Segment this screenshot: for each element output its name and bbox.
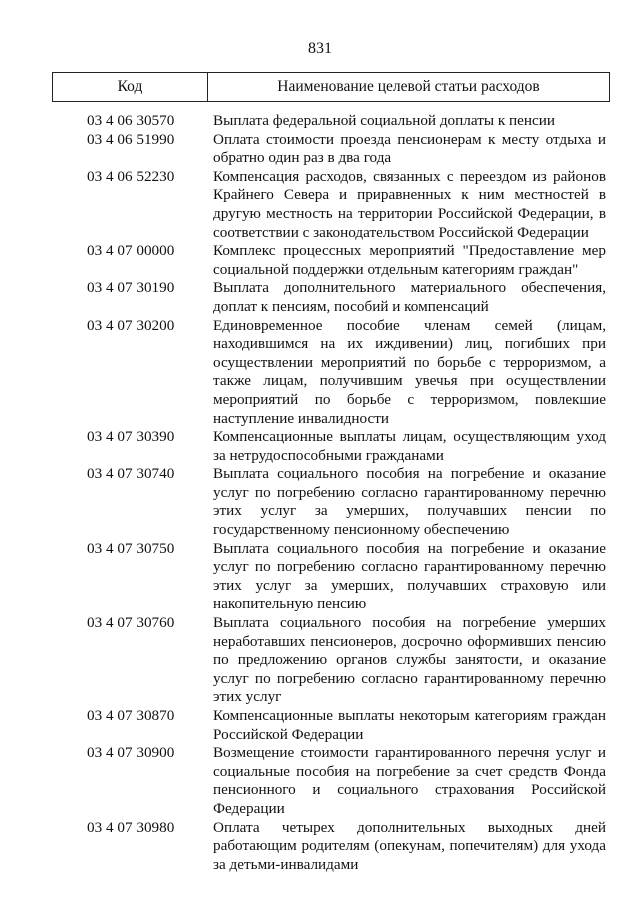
row-name: Оплата четырех дополнительных выходных дней работающим родителям (опекунам, попечителям) для ухода за детьми-инвалидами [213, 818, 606, 873]
column-header-code: Код [53, 73, 208, 101]
row-name: Выплата социального пособия на погребение умерших неработавших пенсионеров, досрочно оформивших пенсию по предложению органов службы занятости, и оказание услуг по погребению согласно гарантированному перечню этих услуг [213, 614, 606, 706]
table-row [0, 614, 640, 707]
row-name: Комплекс процессных мероприятий "Предоставление мер социальной поддержки отдельным категориям граждан" [213, 242, 606, 278]
table-row [0, 279, 640, 316]
row-code: 03 4 06 52230 [87, 167, 175, 185]
table-row [0, 112, 640, 131]
row-name: Выплата социального пособия на погребение и оказание услуг по погребению согласно гарантированному перечню этих услуг за умерших, получавших пенсии по государственному пенсионному обеспечению [213, 465, 606, 539]
row-code: 03 4 07 00000 [87, 242, 175, 260]
row-name: Выплата федеральной социальной доплаты к пенсии [213, 112, 556, 129]
row-code: 03 4 07 30390 [87, 428, 175, 446]
row-name: Оплата стоимости проезда пенсионерам к месту отдыха и обратно один раз в два года [213, 130, 606, 167]
row-code: 03 4 07 30900 [87, 744, 175, 762]
budget-items-list [0, 112, 640, 874]
row-code: 03 4 07 30750 [87, 539, 175, 557]
table-row [0, 131, 640, 168]
table-row [0, 819, 640, 875]
row-name: Выплата социального пособия на погребение и оказание услуг по погребению согласно гарантированному перечню этих услуг за умерших, получавших страховую или накопительную пенсию [213, 539, 606, 613]
table-row [0, 540, 640, 614]
row-name: Возмещение стоимости гарантированного перечня услуг и социальные пособия на погребение за счет средств Фонда пенсионного и социального страхования Российской Федерации [213, 744, 606, 817]
row-code: 03 4 07 30870 [87, 707, 175, 724]
row-code: 03 4 06 30570 [87, 112, 175, 129]
table-row [0, 744, 640, 818]
table-row [0, 168, 640, 242]
table-header [52, 72, 610, 102]
column-header-name: Наименование целевой статьи расходов [277, 78, 540, 95]
row-code: 03 4 06 51990 [87, 130, 175, 148]
row-name: Выплата дополнительного материального обеспечения, доплат к пенсиям, пособий и компенсаций [213, 279, 606, 315]
row-name: Единовременное пособие членам семей (лицам, находившимся на их иждивении) лиц, погибших при осуществлении мероприятий по борьбе с терроризмом, а также лицам, получившим увечья при осуществлении мероприятий по борьбе с терроризмом, повлекшие наступление инвалидности [213, 316, 606, 427]
row-code: 03 4 07 30740 [87, 465, 175, 483]
table-row [0, 242, 640, 279]
row-name: Компенсационные выплаты лицам, осуществляющим уход за нетрудоспособными гражданами [213, 428, 606, 464]
row-code: 03 4 07 30190 [87, 279, 175, 297]
row-code: 03 4 07 30760 [87, 614, 175, 632]
row-name: Компенсационные выплаты некоторым категориям граждан Российской Федерации [213, 707, 606, 743]
table-row [0, 707, 640, 744]
row-name: Компенсация расходов, связанных с переездом из районов Крайнего Севера и приравненных к ним местностей в другую местность на территории Российской Федерации, в соответствии с законодательством Российской Федерации [213, 167, 606, 241]
table-row [0, 465, 640, 539]
page-number: 831 [308, 40, 332, 57]
table-row [0, 428, 640, 465]
row-code: 03 4 07 30980 [87, 818, 175, 836]
row-code: 03 4 07 30200 [87, 316, 175, 334]
table-row [0, 317, 640, 429]
